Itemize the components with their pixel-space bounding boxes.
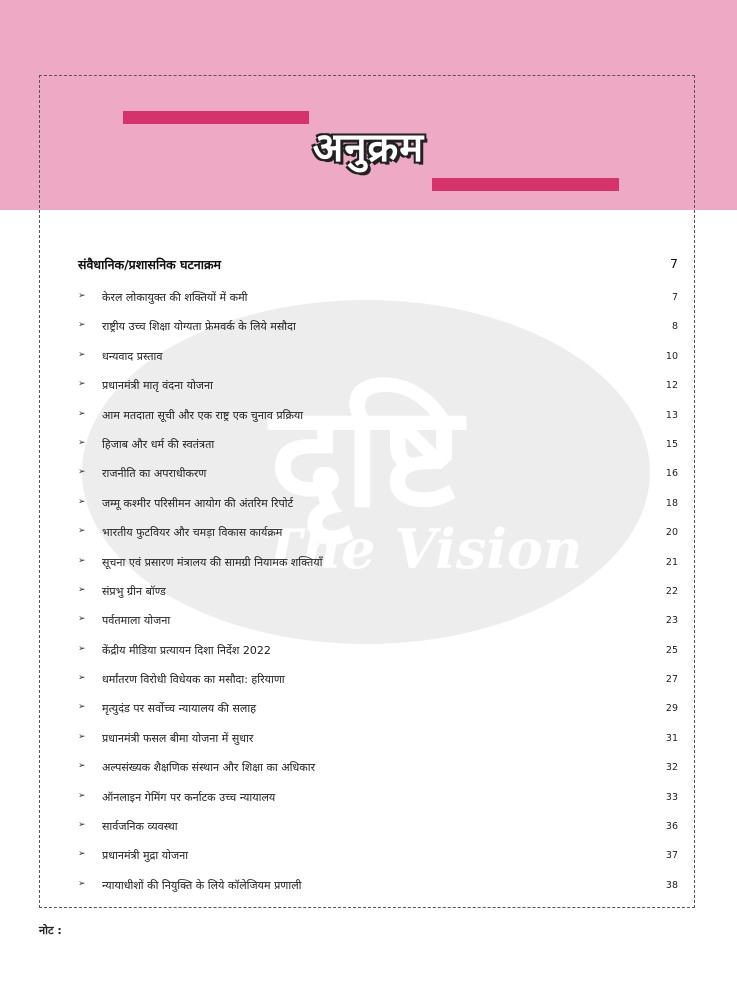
toc-item-title: जम्मू कश्मीर परिसीमन आयोग की अंतरिम रिपोर्ट (102, 496, 294, 510)
toc-item-title: प्रधानमंत्री मुद्रा योजना (102, 849, 189, 863)
toc-item-page: 7 (671, 292, 678, 303)
arrow-icon: ➢ (78, 702, 86, 713)
arrow-icon: ➢ (78, 437, 86, 448)
toc-item[interactable] (78, 642, 678, 671)
toc-item[interactable] (78, 789, 678, 818)
section-page: 7 (670, 256, 678, 271)
toc-item[interactable] (78, 583, 678, 612)
toc-item[interactable] (78, 612, 678, 641)
arrow-icon: ➢ (78, 673, 86, 684)
toc-item-title: हिजाब और धर्म की स्वतंत्रता (102, 437, 215, 451)
toc-item-page: 27 (665, 674, 678, 686)
section-heading (78, 256, 678, 274)
toc-item[interactable] (78, 436, 678, 465)
arrow-icon: ➢ (78, 496, 86, 507)
section-title: संवैधानिक/प्रशासनिक घटनाक्रम (78, 257, 222, 272)
toc-item-page: 21 (665, 556, 678, 568)
toc-item[interactable] (78, 877, 678, 906)
toc-item-page: 37 (665, 850, 678, 862)
toc-item-page: 36 (665, 821, 678, 833)
toc-item-page: 32 (665, 762, 678, 774)
toc-item-title: भारतीय फुटवियर और चमड़ा विकास कार्यक्रम (102, 526, 283, 540)
toc-item-title: पर्वतमाला योजना (102, 614, 171, 628)
toc-item-title: सूचना एवं प्रसारण मंत्रालय की सामग्री नियामक शक्तियाँ (102, 555, 323, 569)
toc-item-title: मृत्युदंड पर सर्वोच्च न्यायालय की सलाह (102, 702, 257, 716)
toc-item[interactable] (78, 671, 678, 700)
toc-item-page: 16 (665, 468, 678, 480)
toc-item-title: सार्वजनिक व्यवस्था (102, 820, 178, 834)
toc-item[interactable] (78, 495, 678, 524)
toc-item-page: 38 (665, 879, 678, 891)
toc-item-title: प्रधानमंत्री मातृ वंदना योजना (102, 379, 213, 393)
toc-item-title: केंद्रीय मीडिया प्रत्यायन दिशा निर्देश 2022 (102, 643, 271, 657)
toc-item[interactable] (78, 759, 678, 788)
toc-item-title: धर्मांतरण विरोधी विधेयक का मसौदा: हरियाणा (102, 673, 285, 687)
toc-item-title: संप्रभु ग्रीन बॉण्ड (102, 584, 166, 598)
arrow-icon: ➢ (78, 555, 86, 566)
arrow-icon: ➢ (78, 467, 86, 478)
arrow-icon: ➢ (78, 790, 86, 801)
toc-item-page: 23 (665, 615, 678, 627)
toc-item-page: 31 (665, 732, 678, 744)
toc-item[interactable] (78, 554, 678, 583)
toc-item-page: 15 (665, 438, 678, 450)
toc-item-title: प्रधानमंत्री फसल बीमा योजना में सुधार (102, 731, 254, 745)
toc-item-title: ऑनलाइन गेमिंग पर कर्नाटक उच्च न्यायालय (102, 790, 276, 804)
toc-item[interactable] (78, 465, 678, 494)
toc-item-page: 29 (665, 703, 678, 715)
toc-item[interactable] (78, 348, 678, 377)
toc-item[interactable] (78, 700, 678, 729)
toc-item-title: न्यायाधीशों की नियुक्ति के लिये कॉलेजियम प्रणाली (102, 878, 302, 892)
page-title: अनुक्रम (312, 125, 425, 171)
arrow-icon: ➢ (78, 761, 86, 772)
toc-item[interactable] (78, 730, 678, 759)
toc-item-title: केरल लोकायुक्त की शक्तियों में कमी (102, 291, 248, 304)
arrow-icon: ➢ (78, 526, 86, 537)
arrow-icon: ➢ (78, 849, 86, 860)
toc-item-title: अल्पसंख्यक शैक्षणिक संस्थान और शिक्षा का अधिकार (102, 761, 316, 775)
toc-item-page: 12 (665, 380, 678, 392)
watermark-subtitle: The Vision (261, 517, 583, 581)
toc-item-page: 13 (665, 409, 678, 421)
toc-item-page: 22 (665, 585, 678, 597)
toc-item[interactable] (78, 318, 678, 347)
toc-item-page: 33 (665, 791, 678, 803)
toc-item-page: 18 (665, 497, 678, 509)
toc-item[interactable] (78, 847, 678, 876)
arrow-icon: ➢ (78, 820, 86, 831)
toc-item-page: 10 (665, 350, 678, 362)
toc-item-title: धन्यवाद प्रस्ताव (102, 349, 163, 363)
arrow-icon: ➢ (78, 878, 86, 889)
arrow-icon: ➢ (78, 379, 86, 390)
arrow-icon: ➢ (78, 584, 86, 595)
arrow-icon: ➢ (78, 320, 86, 331)
arrow-icon: ➢ (78, 643, 86, 654)
toc-item[interactable] (78, 407, 678, 436)
watermark-mark: दृष्टि (269, 376, 463, 539)
toc-item[interactable] (78, 524, 678, 553)
footer-note: नोट : (39, 924, 62, 937)
arrow-icon: ➢ (78, 349, 86, 360)
arrow-icon: ➢ (78, 291, 86, 301)
toc-list (78, 289, 678, 906)
arrow-icon: ➢ (78, 408, 86, 419)
toc-item-page: 25 (665, 644, 678, 656)
toc-item-title: राजनीति का अपराधीकरण (102, 467, 207, 481)
arrow-icon: ➢ (78, 731, 86, 742)
arrow-icon: ➢ (78, 614, 86, 625)
toc-item-title: आम मतदाता सूची और एक राष्ट्र एक चुनाव प्रक्रिया (102, 408, 304, 422)
toc-item[interactable] (78, 818, 678, 847)
toc-item-title: राष्ट्रीय उच्च शिक्षा योग्यता फ्रेमवर्क के लिये मसौदा (102, 320, 296, 334)
toc-item-page: 8 (671, 321, 678, 333)
toc-item[interactable] (78, 289, 678, 318)
toc-item[interactable] (78, 377, 678, 406)
toc-item-page: 20 (665, 527, 678, 539)
